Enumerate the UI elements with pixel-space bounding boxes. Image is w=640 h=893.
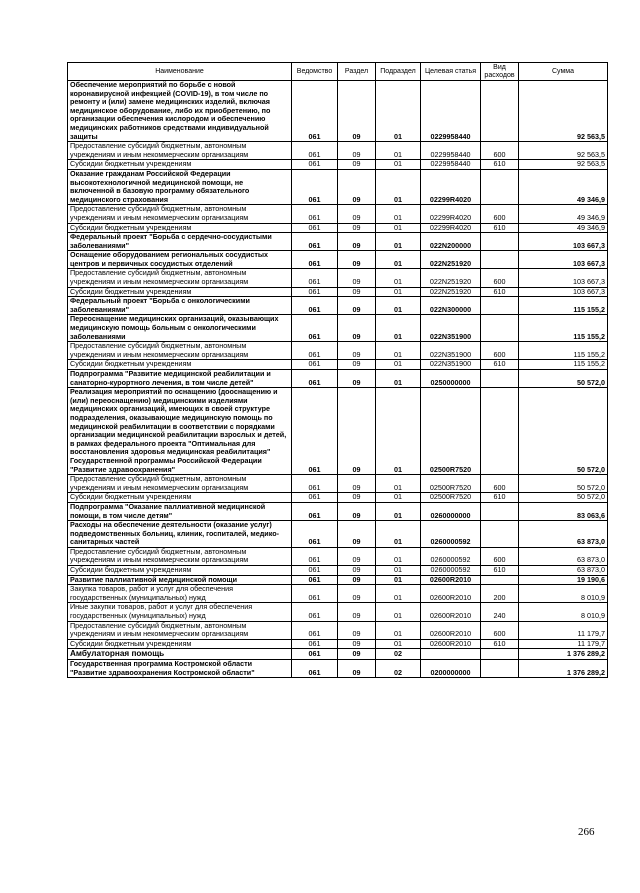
table-row (68, 81, 608, 142)
cell-name: Предоставление субсидий бюджетным, автономным учреждениям и иным некоммерческим организациям (68, 342, 292, 360)
cell-vid-rashodov: 600 (481, 475, 519, 493)
header-summa: Сумма (519, 63, 608, 81)
cell-celevaya-statya: 022N251920 (421, 251, 481, 269)
header-celevaya-statya: Целевая статья (421, 63, 481, 81)
header-name: Наименование (68, 63, 292, 81)
cell-vid-rashodov: 600 (481, 621, 519, 639)
cell-razdel: 09 (338, 287, 376, 297)
table-row (68, 205, 608, 223)
cell-vid-rashodov: 610 (481, 566, 519, 576)
cell-name: Закупка товаров, работ и услуг для обеспечения государственных (муниципальных) нужд (68, 585, 292, 603)
cell-summa: 50 572,0 (519, 388, 608, 475)
cell-razdel: 09 (338, 315, 376, 342)
cell-podrazdel: 01 (376, 547, 421, 565)
cell-vid-rashodov: 610 (481, 639, 519, 649)
cell-name: Развитие паллиативной медицинской помощи (68, 575, 292, 585)
table-row (68, 502, 608, 520)
cell-podrazdel: 01 (376, 287, 421, 297)
cell-podrazdel: 01 (376, 585, 421, 603)
budget-table (67, 62, 608, 678)
cell-vid-rashodov (481, 388, 519, 475)
cell-name: Субсидии бюджетным учреждениям (68, 160, 292, 170)
cell-vid-rashodov (481, 660, 519, 678)
cell-celevaya-statya: 02600R2010 (421, 585, 481, 603)
cell-podrazdel: 01 (376, 575, 421, 585)
table-row (68, 342, 608, 360)
cell-razdel: 09 (338, 251, 376, 269)
cell-celevaya-statya: 0250000000 (421, 370, 481, 388)
cell-vid-rashodov (481, 502, 519, 520)
cell-summa: 11 179,7 (519, 621, 608, 639)
cell-vid-rashodov: 240 (481, 603, 519, 621)
cell-vid-rashodov: 600 (481, 547, 519, 565)
cell-summa: 103 667,3 (519, 287, 608, 297)
cell-podrazdel: 01 (376, 370, 421, 388)
cell-name: Предоставление субсидий бюджетным, автономным учреждениям и иным некоммерческим организациям (68, 142, 292, 160)
header-podrazdel: Подраздел (376, 63, 421, 81)
cell-razdel: 09 (338, 575, 376, 585)
cell-podrazdel: 01 (376, 621, 421, 639)
cell-name: Реализация мероприятий по оснащению (дооснащению и (или) переоснащению) медицинскими изделиями медицинских организаций, имеющих в своей структуре подразделения, оказывающие медицинскую помощь по медицинской реабилитации в соответствии с порядками организации медицинской реабилитации взрослых и детей, в рамках федерального проекта "Оптимальная для восстановления здоровья медицинская реабилитация" Государственной программы Российской Федерации "Развитие здравоохранения" (68, 388, 292, 475)
cell-vid-rashodov: 600 (481, 142, 519, 160)
cell-razdel: 09 (338, 223, 376, 233)
cell-vedomstvo: 061 (292, 649, 338, 660)
table-row (68, 315, 608, 342)
cell-vid-rashodov: 610 (481, 160, 519, 170)
cell-name: Расходы на обеспечение деятельности (оказание услуг) подведомственных больниц, клиник, госпиталей, медико-санитарных частей (68, 521, 292, 548)
cell-celevaya-statya: 0229958440 (421, 81, 481, 142)
cell-summa: 49 346,9 (519, 169, 608, 204)
cell-summa: 103 667,3 (519, 251, 608, 269)
cell-razdel: 09 (338, 360, 376, 370)
cell-vedomstvo: 061 (292, 370, 338, 388)
cell-vid-rashodov (481, 233, 519, 251)
cell-celevaya-statya: 022N200000 (421, 233, 481, 251)
table-row (68, 251, 608, 269)
cell-summa: 63 873,0 (519, 521, 608, 548)
cell-summa: 1 376 289,2 (519, 660, 608, 678)
cell-vedomstvo: 061 (292, 81, 338, 142)
cell-podrazdel: 01 (376, 360, 421, 370)
cell-razdel: 09 (338, 81, 376, 142)
page-number: 266 (578, 826, 595, 838)
cell-name: Иные закупки товаров, работ и услуг для обеспечения государственных (муниципальных) нужд (68, 603, 292, 621)
cell-summa: 1 376 289,2 (519, 649, 608, 660)
cell-summa: 83 063,6 (519, 502, 608, 520)
cell-vid-rashodov (481, 81, 519, 142)
cell-summa: 11 179,7 (519, 639, 608, 649)
cell-summa: 115 155,2 (519, 360, 608, 370)
cell-podrazdel: 01 (376, 342, 421, 360)
cell-name: Предоставление субсидий бюджетным, автономным учреждениям и иным некоммерческим организациям (68, 269, 292, 287)
cell-vid-rashodov (481, 521, 519, 548)
cell-vid-rashodov (481, 575, 519, 585)
cell-vedomstvo: 061 (292, 251, 338, 269)
cell-celevaya-statya: 0260000592 (421, 547, 481, 565)
cell-summa: 92 563,5 (519, 81, 608, 142)
cell-vedomstvo: 061 (292, 287, 338, 297)
cell-name: Субсидии бюджетным учреждениям (68, 639, 292, 649)
cell-summa: 103 667,3 (519, 233, 608, 251)
table-row (68, 287, 608, 297)
cell-vedomstvo: 061 (292, 297, 338, 315)
cell-name: Оказание гражданам Российской Федерации высокотехнологичной медицинской помощи, не включенной в базовую программу обязательного медицинского страхования (68, 169, 292, 204)
table-row (68, 493, 608, 503)
table-row (68, 370, 608, 388)
cell-vedomstvo: 061 (292, 223, 338, 233)
cell-celevaya-statya: 0260000000 (421, 502, 481, 520)
table-header-row (68, 63, 608, 81)
cell-razdel: 09 (338, 370, 376, 388)
cell-celevaya-statya: 022N251920 (421, 269, 481, 287)
table-row (68, 233, 608, 251)
cell-summa: 50 572,0 (519, 475, 608, 493)
cell-vedomstvo: 061 (292, 502, 338, 520)
cell-vid-rashodov: 200 (481, 585, 519, 603)
cell-summa: 50 572,0 (519, 370, 608, 388)
cell-podrazdel: 01 (376, 169, 421, 204)
table-row (68, 223, 608, 233)
cell-razdel: 09 (338, 502, 376, 520)
cell-summa: 92 563,5 (519, 142, 608, 160)
table-row (68, 521, 608, 548)
cell-vid-rashodov (481, 649, 519, 660)
cell-summa: 49 346,9 (519, 205, 608, 223)
cell-podrazdel: 01 (376, 388, 421, 475)
cell-vid-rashodov: 610 (481, 223, 519, 233)
cell-vedomstvo: 061 (292, 169, 338, 204)
cell-podrazdel: 02 (376, 649, 421, 660)
cell-celevaya-statya: 0200000000 (421, 660, 481, 678)
cell-celevaya-statya: 0260000592 (421, 566, 481, 576)
cell-name: Федеральный проект "Борьба с сердечно-сосудистыми заболеваниями" (68, 233, 292, 251)
cell-podrazdel: 01 (376, 269, 421, 287)
cell-podrazdel: 01 (376, 639, 421, 649)
cell-name: Обеспечение мероприятий по борьбе с новой коронавирусной инфекцией (COVID-19), в том числе по ремонту и (или) замене медицинских изделий, включая медицинское оборудование, либо их приобретению, по организации обеспечения кислородом и обеспечению медицинских работников средствами индивидуальной защиты (68, 81, 292, 142)
table-row (68, 660, 608, 678)
cell-name: Субсидии бюджетным учреждениям (68, 493, 292, 503)
cell-celevaya-statya: 022N351900 (421, 315, 481, 342)
cell-podrazdel: 01 (376, 521, 421, 548)
table-row (68, 388, 608, 475)
table-row (68, 360, 608, 370)
cell-vedomstvo: 061 (292, 493, 338, 503)
table-row (68, 649, 608, 660)
cell-name: Подпрограмма "Развитие медицинской реабилитации и санаторно-курортного лечения, в том числе детей" (68, 370, 292, 388)
cell-podrazdel: 01 (376, 233, 421, 251)
cell-razdel: 09 (338, 566, 376, 576)
cell-vid-rashodov (481, 370, 519, 388)
cell-summa: 115 155,2 (519, 315, 608, 342)
cell-vedomstvo: 061 (292, 233, 338, 251)
cell-razdel: 09 (338, 639, 376, 649)
cell-celevaya-statya: 0229958440 (421, 160, 481, 170)
cell-celevaya-statya: 02299R4020 (421, 205, 481, 223)
cell-celevaya-statya: 02600R2010 (421, 639, 481, 649)
cell-vedomstvo: 061 (292, 269, 338, 287)
cell-podrazdel: 01 (376, 297, 421, 315)
cell-razdel: 09 (338, 475, 376, 493)
cell-name: Субсидии бюджетным учреждениям (68, 566, 292, 576)
cell-name: Оснащение оборудованием региональных сосудистых центров и первичных сосудистых отделений (68, 251, 292, 269)
cell-razdel: 09 (338, 342, 376, 360)
table-body (68, 81, 608, 678)
cell-celevaya-statya: 02600R2010 (421, 603, 481, 621)
cell-vedomstvo: 061 (292, 205, 338, 223)
cell-summa: 49 346,9 (519, 223, 608, 233)
cell-vedomstvo: 061 (292, 603, 338, 621)
cell-vid-rashodov: 610 (481, 287, 519, 297)
cell-vid-rashodov: 600 (481, 269, 519, 287)
cell-celevaya-statya: 0229958440 (421, 142, 481, 160)
cell-name: Предоставление субсидий бюджетным, автономным учреждениям и иным некоммерческим организациям (68, 475, 292, 493)
cell-celevaya-statya: 02600R2010 (421, 621, 481, 639)
cell-vedomstvo: 061 (292, 566, 338, 576)
cell-razdel: 09 (338, 621, 376, 639)
table-row (68, 585, 608, 603)
header-vedomstvo: Ведомство (292, 63, 338, 81)
cell-celevaya-statya: 02500R7520 (421, 388, 481, 475)
cell-podrazdel: 01 (376, 315, 421, 342)
cell-vedomstvo: 061 (292, 475, 338, 493)
table-row (68, 639, 608, 649)
cell-podrazdel: 01 (376, 603, 421, 621)
cell-celevaya-statya: 02500R7520 (421, 493, 481, 503)
cell-razdel: 09 (338, 603, 376, 621)
cell-celevaya-statya: 022N351900 (421, 360, 481, 370)
table-row (68, 575, 608, 585)
cell-celevaya-statya: 02500R7520 (421, 475, 481, 493)
cell-vid-rashodov: 610 (481, 360, 519, 370)
cell-vid-rashodov (481, 169, 519, 204)
table-row (68, 160, 608, 170)
table-row (68, 297, 608, 315)
cell-celevaya-statya: 02299R4020 (421, 223, 481, 233)
cell-name: Федеральный проект "Борьба с онкологическими заболеваниями" (68, 297, 292, 315)
cell-podrazdel: 01 (376, 160, 421, 170)
cell-razdel: 09 (338, 297, 376, 315)
cell-podrazdel: 02 (376, 660, 421, 678)
cell-razdel: 09 (338, 233, 376, 251)
cell-vedomstvo: 061 (292, 575, 338, 585)
cell-summa: 50 572,0 (519, 493, 608, 503)
cell-vid-rashodov: 600 (481, 342, 519, 360)
cell-summa: 115 155,2 (519, 342, 608, 360)
cell-vedomstvo: 061 (292, 388, 338, 475)
cell-summa: 63 873,0 (519, 566, 608, 576)
cell-razdel: 09 (338, 169, 376, 204)
cell-podrazdel: 01 (376, 142, 421, 160)
header-vid-rashodov: Вид расходов (481, 63, 519, 81)
cell-podrazdel: 01 (376, 502, 421, 520)
cell-name: Предоставление субсидий бюджетным, автономным учреждениям и иным некоммерческим организациям (68, 621, 292, 639)
cell-summa: 63 873,0 (519, 547, 608, 565)
cell-summa: 115 155,2 (519, 297, 608, 315)
cell-podrazdel: 01 (376, 81, 421, 142)
cell-vid-rashodov: 610 (481, 493, 519, 503)
cell-celevaya-statya: 022N251920 (421, 287, 481, 297)
cell-celevaya-statya: 022N300000 (421, 297, 481, 315)
cell-podrazdel: 01 (376, 251, 421, 269)
cell-podrazdel: 01 (376, 475, 421, 493)
cell-celevaya-statya: 022N351900 (421, 342, 481, 360)
cell-podrazdel: 01 (376, 566, 421, 576)
cell-vedomstvo: 061 (292, 160, 338, 170)
cell-name: Субсидии бюджетным учреждениям (68, 223, 292, 233)
cell-razdel: 09 (338, 142, 376, 160)
cell-vedomstvo: 061 (292, 639, 338, 649)
cell-vid-rashodov (481, 251, 519, 269)
cell-name: Амбулаторная помощь (68, 649, 292, 660)
cell-vedomstvo: 061 (292, 521, 338, 548)
table-row (68, 142, 608, 160)
table-row (68, 269, 608, 287)
cell-celevaya-statya: 0260000592 (421, 521, 481, 548)
cell-razdel: 09 (338, 649, 376, 660)
cell-razdel: 09 (338, 205, 376, 223)
cell-name: Государственная программа Костромской области "Развитие здравоохранения Костромской области" (68, 660, 292, 678)
cell-name: Субсидии бюджетным учреждениям (68, 360, 292, 370)
cell-vedomstvo: 061 (292, 660, 338, 678)
cell-summa: 92 563,5 (519, 160, 608, 170)
cell-name: Предоставление субсидий бюджетным, автономным учреждениям и иным некоммерческим организациям (68, 205, 292, 223)
cell-podrazdel: 01 (376, 493, 421, 503)
cell-razdel: 09 (338, 585, 376, 603)
cell-razdel: 09 (338, 160, 376, 170)
cell-vedomstvo: 061 (292, 585, 338, 603)
cell-name: Переоснащение медицинских организаций, оказывающих медицинскую помощь больным с онкологическими заболеваниями (68, 315, 292, 342)
table-row (68, 566, 608, 576)
cell-vedomstvo: 061 (292, 621, 338, 639)
cell-vid-rashodov: 600 (481, 205, 519, 223)
cell-name: Субсидии бюджетным учреждениям (68, 287, 292, 297)
table-row (68, 603, 608, 621)
cell-summa: 103 667,3 (519, 269, 608, 287)
cell-vid-rashodov (481, 297, 519, 315)
cell-vedomstvo: 061 (292, 547, 338, 565)
cell-vid-rashodov (481, 315, 519, 342)
cell-razdel: 09 (338, 493, 376, 503)
cell-name: Подпрограмма "Оказание паллиативной медицинской помощи, в том числе детям" (68, 502, 292, 520)
cell-razdel: 09 (338, 388, 376, 475)
document-page (67, 62, 607, 678)
table-row (68, 547, 608, 565)
cell-summa: 8 010,9 (519, 603, 608, 621)
cell-podrazdel: 01 (376, 205, 421, 223)
cell-razdel: 09 (338, 547, 376, 565)
cell-vedomstvo: 061 (292, 315, 338, 342)
cell-vedomstvo: 061 (292, 360, 338, 370)
table-row (68, 621, 608, 639)
cell-celevaya-statya: 02299R4020 (421, 169, 481, 204)
cell-summa: 8 010,9 (519, 585, 608, 603)
cell-celevaya-statya: 02600R2010 (421, 575, 481, 585)
cell-vedomstvo: 061 (292, 142, 338, 160)
cell-summa: 19 190,6 (519, 575, 608, 585)
table-row (68, 169, 608, 204)
table-row (68, 475, 608, 493)
header-razdel: Раздел (338, 63, 376, 81)
cell-podrazdel: 01 (376, 223, 421, 233)
cell-vedomstvo: 061 (292, 342, 338, 360)
cell-name: Предоставление субсидий бюджетным, автономным учреждениям и иным некоммерческим организациям (68, 547, 292, 565)
cell-razdel: 09 (338, 660, 376, 678)
cell-razdel: 09 (338, 269, 376, 287)
cell-celevaya-statya (421, 649, 481, 660)
cell-razdel: 09 (338, 521, 376, 548)
